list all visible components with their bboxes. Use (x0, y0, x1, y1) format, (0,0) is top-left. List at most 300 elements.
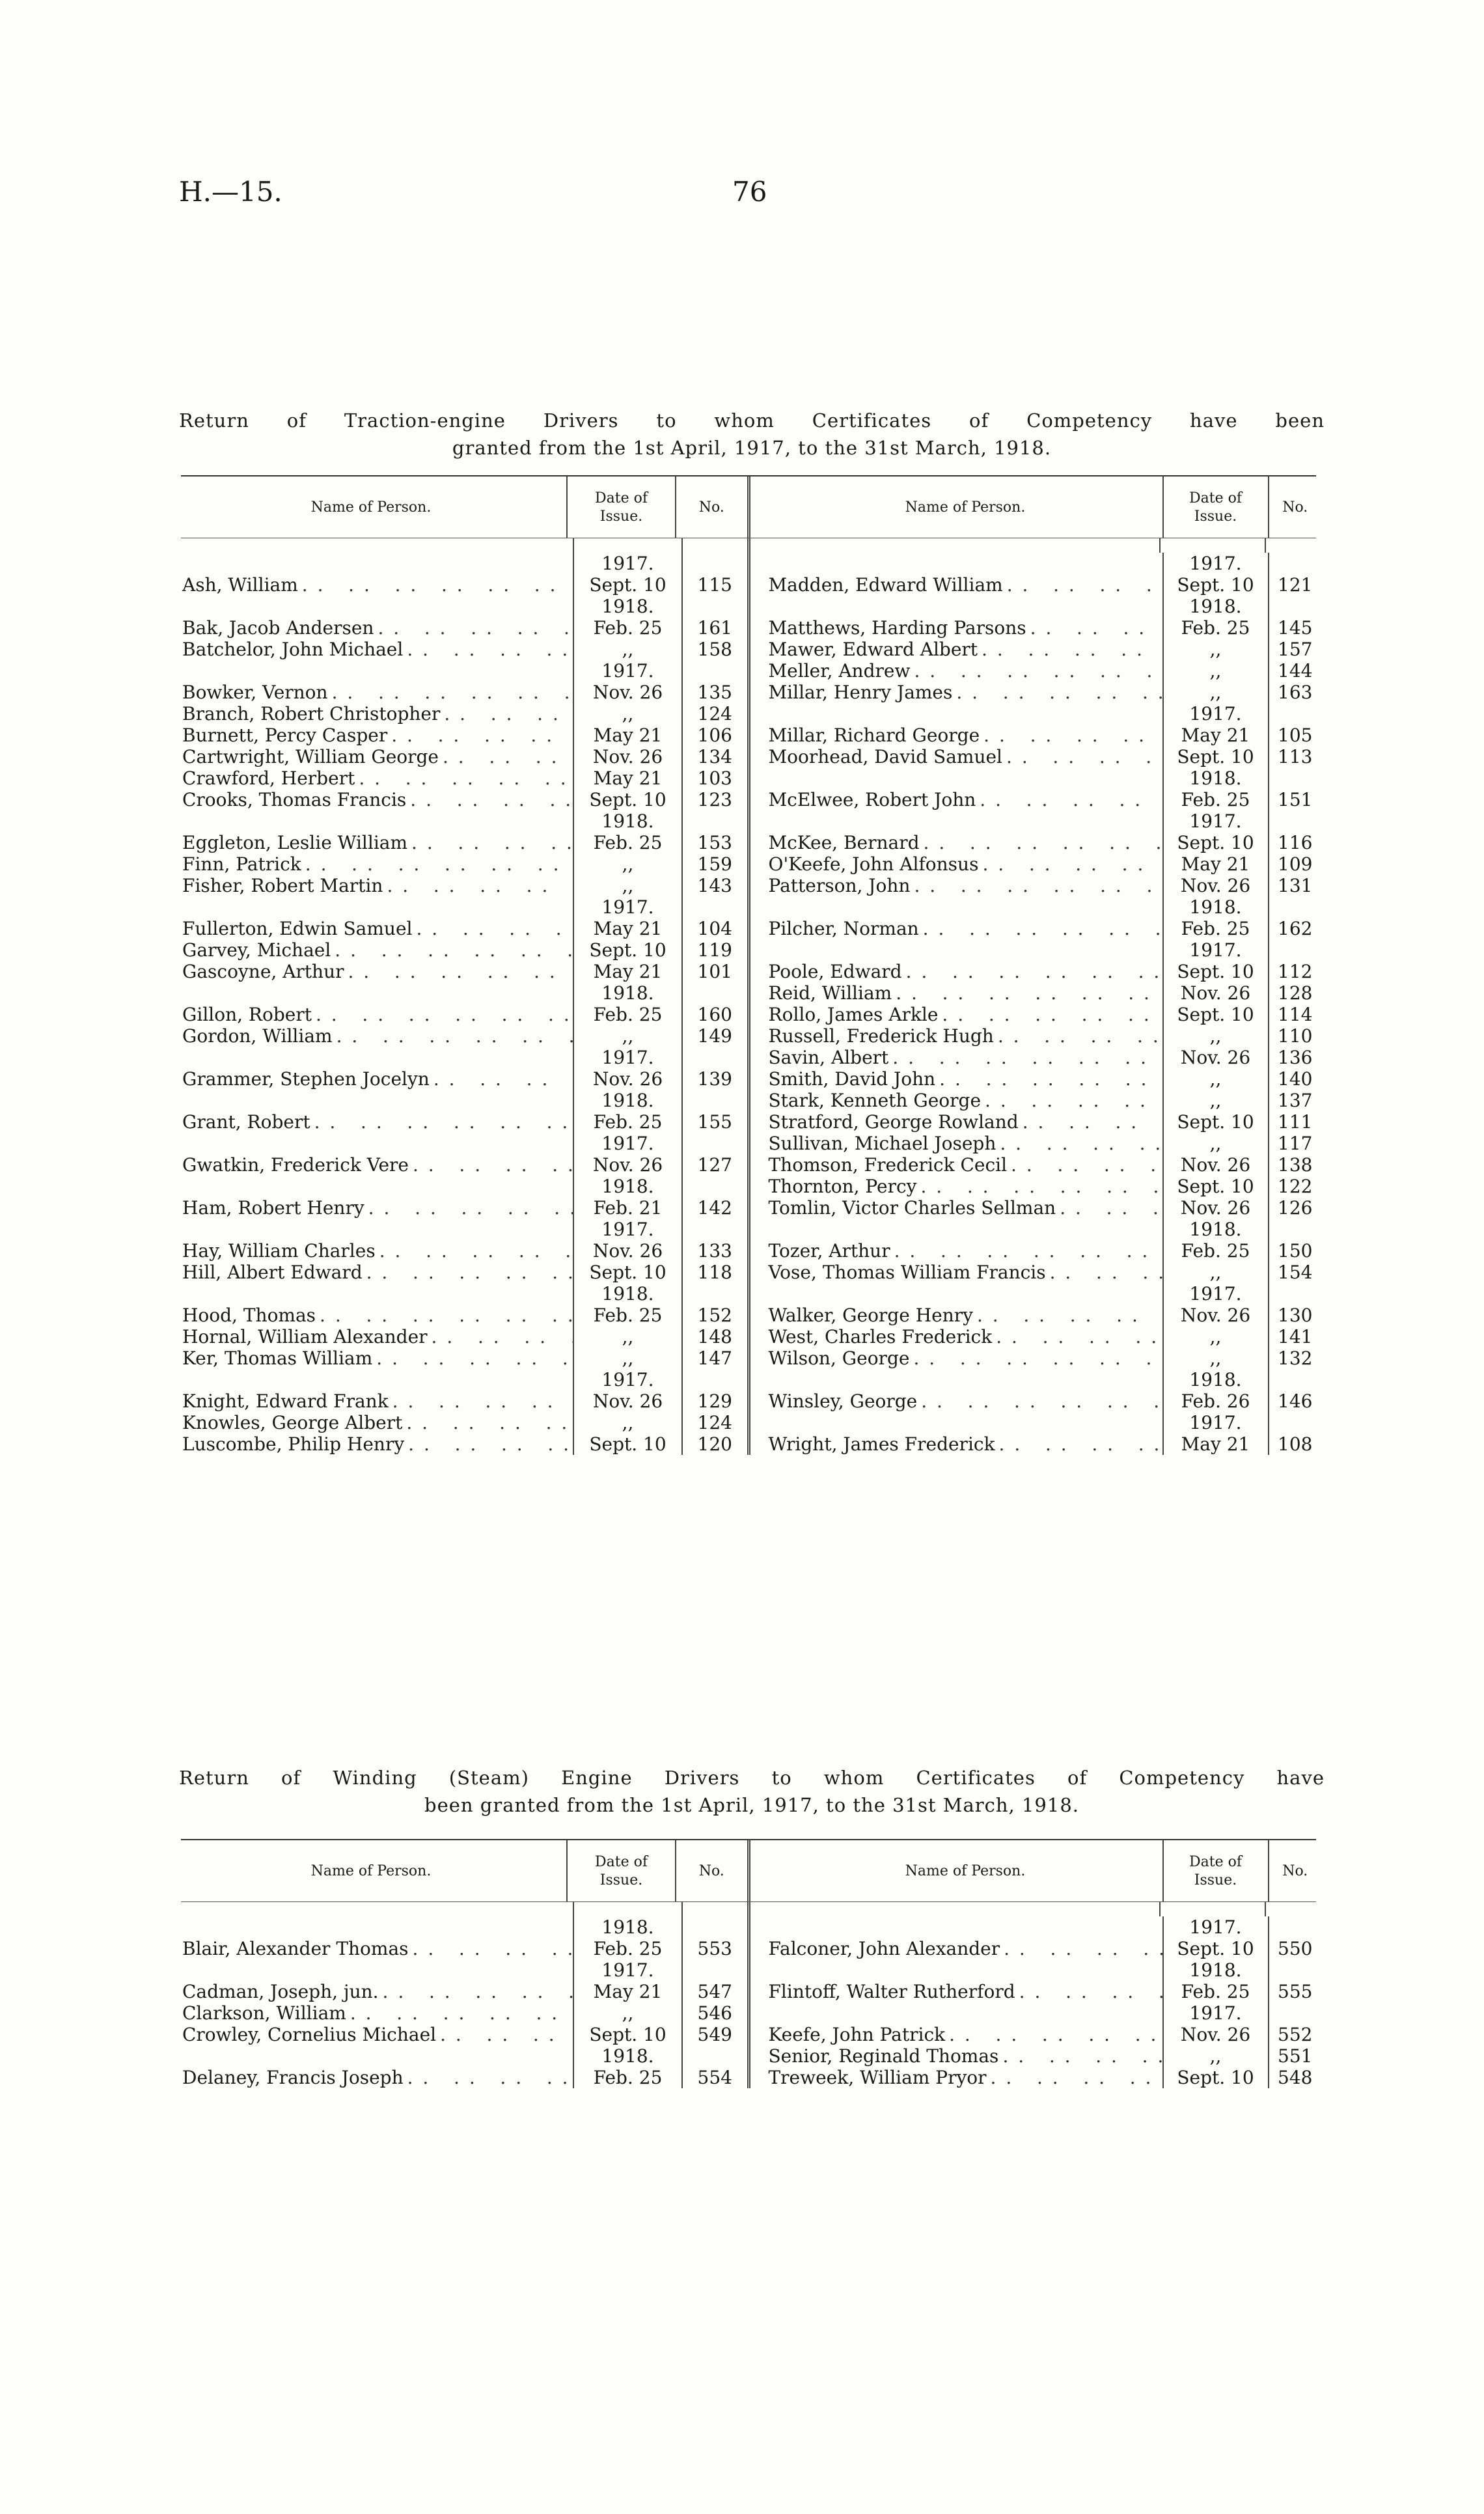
person-name-cell (176, 918, 573, 939)
header-right (747, 1840, 1322, 1901)
certificate-number: 105 (1268, 725, 1322, 746)
person-name-cell (176, 639, 573, 660)
certificate-number: 101 (681, 961, 747, 982)
issue-date: Sept. 10 (1162, 832, 1268, 853)
person-name-cell (176, 1262, 573, 1283)
leader-dots (773, 1219, 1162, 1240)
person-name: Poole, Edward (768, 961, 902, 982)
issue-date: Feb. 25 (573, 617, 681, 639)
certificate-number: 552 (1268, 2024, 1322, 2045)
leader-dots (316, 1004, 573, 1025)
certificate-number: 152 (681, 1305, 747, 1326)
certificate-number: 159 (681, 853, 747, 875)
certificate-number: 138 (1268, 1154, 1322, 1176)
leader-dots (359, 767, 573, 789)
person-name-cell (176, 2002, 573, 2024)
person-name-cell (750, 2002, 1162, 2024)
certificate-number: 122 (1268, 1176, 1322, 1197)
table-row (176, 1433, 1321, 1455)
leader-dots (440, 2024, 573, 2045)
person-name: Millar, Richard George (768, 725, 980, 746)
person-name-cell (176, 574, 573, 596)
table-row (176, 660, 1321, 682)
person-name: Treweek, William Pryor (768, 2067, 987, 2088)
certificate-number: 553 (681, 1938, 747, 1959)
leader-dots (977, 1305, 1162, 1326)
issue-date: Nov. 26 (573, 1390, 681, 1412)
certificate-number (681, 2045, 747, 2067)
leader-dots (433, 1068, 573, 1090)
leader-dots (1060, 1197, 1162, 1219)
table-row (176, 789, 1321, 810)
col-header-date-line2: Issue. (599, 508, 643, 525)
certificate-number (681, 1283, 747, 1305)
issue-date: 1917. (1162, 1916, 1268, 1938)
issue-date: Nov. 26 (1162, 1047, 1268, 1068)
leader-dots (896, 982, 1162, 1004)
person-name: Fullerton, Edwin Samuel (182, 918, 413, 939)
person-name: Tomlin, Victor Charles Sellman (768, 1197, 1056, 1219)
certificate-number (1268, 767, 1322, 789)
person-name-cell (176, 1090, 573, 1111)
person-name-cell (750, 617, 1162, 639)
leader-dots (332, 682, 573, 703)
certificate-number: 144 (1268, 660, 1322, 682)
person-name: Moorhead, David Samuel (768, 746, 1003, 767)
leader-dots (186, 2045, 573, 2067)
person-name-cell (750, 1390, 1162, 1412)
person-name: Walker, George Henry (768, 1305, 973, 1326)
leader-dots (186, 1219, 573, 1240)
issue-date: May 21 (1162, 1433, 1268, 1455)
person-name-cell (176, 1412, 573, 1433)
certificate-number (681, 896, 747, 918)
certificate-number: 141 (1268, 1326, 1322, 1347)
col-header-date (1162, 1840, 1268, 1901)
person-name-cell (750, 832, 1162, 853)
table-row (176, 1133, 1321, 1154)
table-row (176, 961, 1321, 982)
table-row (176, 2002, 1321, 2024)
section2-title (179, 1764, 1325, 1819)
leader-dots (305, 853, 573, 875)
issue-date: ,, (573, 2002, 681, 2024)
table-row (176, 1959, 1321, 1981)
col-header-no: No. (675, 477, 747, 538)
person-name-cell (750, 939, 1162, 961)
issue-date: 1918. (573, 1916, 681, 1938)
table-row (176, 1090, 1321, 1111)
leader-dots (913, 1347, 1162, 1369)
person-name: Cartwright, William George (182, 746, 439, 767)
table-row (176, 1240, 1321, 1262)
leader-dots (983, 725, 1162, 746)
leader-dots (314, 1111, 573, 1133)
person-name: Tozer, Arthur (768, 1240, 890, 1262)
leader-dots (387, 875, 573, 896)
certificate-number: 546 (681, 2002, 747, 2024)
person-name: Branch, Robert Christopher (182, 703, 441, 725)
person-name: Bak, Jacob Andersen (182, 617, 374, 639)
certificate-number: 153 (681, 832, 747, 853)
table-row (176, 1176, 1321, 1197)
certificate-number: 133 (681, 1240, 747, 1262)
issue-date: Feb. 25 (573, 1938, 681, 1959)
person-name-cell (750, 853, 1162, 875)
person-name-cell (176, 1111, 573, 1133)
issue-date: 1918. (573, 810, 681, 832)
person-name-cell (750, 1068, 1162, 1090)
person-name: Stratford, George Rowland (768, 1111, 1019, 1133)
certificate-number: 161 (681, 617, 747, 639)
person-name: Hill, Albert Edward (182, 1262, 363, 1283)
certificate-number: 113 (1268, 746, 1322, 767)
table-spacer (176, 538, 1321, 553)
leader-dots (407, 639, 573, 660)
issue-date: 1917. (1162, 1412, 1268, 1433)
table-row (176, 1305, 1321, 1326)
leader-dots (186, 1090, 573, 1111)
section2-title-line1: Return of Winding (Steam) Engine Drivers to whom Certificates of Competency have (179, 1767, 1325, 1789)
table-row (176, 1154, 1321, 1176)
issue-date: May 21 (573, 725, 681, 746)
person-name: West, Charles Frederick (768, 1326, 993, 1347)
table-row (176, 1262, 1321, 1283)
certificate-number: 154 (1268, 1262, 1322, 1283)
table-row (176, 1197, 1321, 1219)
person-name-cell (176, 725, 573, 746)
certificate-number: 124 (681, 1412, 747, 1433)
issue-date: Sept. 10 (1162, 2067, 1268, 2088)
table-row (176, 1111, 1321, 1133)
person-name: Ker, Thomas William (182, 1347, 373, 1369)
certificate-number: 139 (681, 1068, 747, 1090)
leader-dots (1019, 1981, 1162, 2002)
issue-date: ,, (573, 1347, 681, 1369)
person-name-cell (750, 1240, 1162, 1262)
person-name-cell (750, 1154, 1162, 1176)
issue-date: Feb. 25 (1162, 918, 1268, 939)
issue-date: ,, (573, 1412, 681, 1433)
person-name-cell (176, 660, 573, 682)
person-name: Pilcher, Norman (768, 918, 919, 939)
person-name: Crowley, Cornelius Michael (182, 2024, 437, 2045)
person-name-cell (750, 639, 1162, 660)
certificate-number: 548 (1268, 2067, 1322, 2088)
leader-dots (186, 1369, 573, 1390)
leader-dots (996, 1326, 1162, 1347)
person-name: Bowker, Vernon (182, 682, 328, 703)
table-row (176, 982, 1321, 1004)
table-row (176, 725, 1321, 746)
leader-dots (368, 1197, 573, 1219)
person-name: Burnett, Percy Casper (182, 725, 388, 746)
table-row (176, 767, 1321, 789)
certificate-number: 149 (681, 1025, 747, 1047)
person-name: Winsley, George (768, 1390, 918, 1412)
certificate-number (1268, 703, 1322, 725)
leader-dots (350, 2002, 573, 2024)
issue-date: Feb. 25 (573, 1305, 681, 1326)
traction-engine-table (176, 475, 1321, 1455)
person-name-cell (750, 982, 1162, 1004)
issue-date: May 21 (573, 918, 681, 939)
person-name-cell (176, 1433, 573, 1455)
section1-title-line1: Return of Traction-engine Drivers to whom Certificates of Competency have been (179, 409, 1325, 432)
issue-date: Feb. 21 (573, 1197, 681, 1219)
certificate-number (1268, 1412, 1322, 1433)
issue-date: Feb. 25 (1162, 789, 1268, 810)
leader-dots (982, 853, 1162, 875)
issue-date: Sept. 10 (573, 789, 681, 810)
issue-date: Sept. 10 (1162, 961, 1268, 982)
table-row (176, 1004, 1321, 1025)
leader-dots (773, 2002, 1162, 2024)
person-name-cell (750, 1111, 1162, 1133)
certificate-number (1268, 1283, 1322, 1305)
person-name: Stark, Kenneth George (768, 1090, 982, 1111)
person-name-cell (176, 1004, 573, 1025)
issue-date: May 21 (1162, 853, 1268, 875)
leader-dots (1006, 746, 1162, 767)
leader-dots (914, 875, 1162, 896)
issue-date: Feb. 25 (1162, 1981, 1268, 2002)
person-name: Gordon, William (182, 1025, 333, 1047)
leader-dots (939, 1068, 1162, 1090)
person-name-cell (750, 767, 1162, 789)
issue-date: 1917. (573, 896, 681, 918)
leader-dots (186, 553, 573, 574)
leader-dots (921, 1390, 1162, 1412)
certificate-number (681, 1369, 747, 1390)
person-name: Thomson, Frederick Cecil (768, 1154, 1008, 1176)
person-name: Hood, Thomas (182, 1305, 316, 1326)
person-name-cell (176, 982, 573, 1004)
table-row (176, 1369, 1321, 1390)
person-name: Falconer, John Alexander (768, 1938, 1000, 1959)
person-name-cell (750, 1369, 1162, 1390)
person-name: Madden, Edward William (768, 574, 1003, 596)
leader-dots (892, 1047, 1162, 1068)
certificate-number: 128 (1268, 982, 1322, 1004)
leader-dots (186, 596, 573, 617)
issue-date: 1918. (1162, 1369, 1268, 1390)
leader-dots (408, 1433, 573, 1455)
table-row (176, 2045, 1321, 2067)
person-name-cell (176, 1369, 573, 1390)
table-row (176, 918, 1321, 939)
certificate-number: 155 (681, 1111, 747, 1133)
issue-date: 1917. (573, 553, 681, 574)
person-name-cell (750, 682, 1162, 703)
person-name-cell (176, 789, 573, 810)
leader-dots (956, 682, 1162, 703)
certificate-number (681, 596, 747, 617)
table-row (176, 1412, 1321, 1433)
person-name-cell (176, 832, 573, 853)
leader-dots (413, 1938, 573, 1959)
certificate-number (1268, 1959, 1322, 1981)
leader-dots (1030, 617, 1162, 639)
leader-dots (186, 810, 573, 832)
person-name-cell (750, 2024, 1162, 2045)
table-row (176, 553, 1321, 574)
issue-date: ,, (1162, 1347, 1268, 1369)
issue-date: 1917. (1162, 810, 1268, 832)
issue-date: Feb. 25 (573, 2067, 681, 2088)
leader-dots (1000, 1133, 1162, 1154)
document-reference: H.—15. (179, 176, 282, 208)
leader-dots (942, 1004, 1162, 1025)
issue-date: ,, (1162, 2045, 1268, 2067)
col-header-name: Name of Person. (310, 499, 432, 516)
issue-date: Feb. 25 (573, 832, 681, 853)
person-name-cell (750, 1938, 1162, 1959)
table-header-row (176, 1840, 1321, 1901)
table-row (176, 1390, 1321, 1412)
person-name-cell (176, 939, 573, 961)
issue-date: 1917. (1162, 703, 1268, 725)
certificate-number: 129 (681, 1390, 747, 1412)
issue-date: May 21 (573, 767, 681, 789)
person-name-cell (750, 961, 1162, 982)
table-spacer (176, 1902, 1321, 1916)
person-name-cell (750, 2045, 1162, 2067)
col-header-date (566, 1840, 675, 1901)
table-row (176, 1981, 1321, 2002)
leader-dots (980, 789, 1162, 810)
certificate-number: 160 (681, 1004, 747, 1025)
certificate-number (681, 982, 747, 1004)
person-name: Luscombe, Philip Henry (182, 1433, 405, 1455)
col-header-date-line1: Date of (595, 1854, 648, 1870)
leader-dots (773, 1412, 1162, 1433)
leader-dots (1007, 574, 1162, 596)
person-name: Batchelor, John Michael (182, 639, 404, 660)
section1-title (179, 407, 1325, 462)
person-name-cell (176, 853, 573, 875)
table-row (176, 2024, 1321, 2045)
issue-date: 1918. (1162, 896, 1268, 918)
issue-date: 1918. (1162, 1959, 1268, 1981)
person-name-cell (750, 1047, 1162, 1068)
person-name: Wilson, George (768, 1347, 910, 1369)
person-name-cell (176, 810, 573, 832)
person-name-cell (750, 1004, 1162, 1025)
person-name: Knowles, George Albert (182, 1412, 403, 1433)
leader-dots (416, 918, 573, 939)
issue-date: ,, (573, 853, 681, 875)
certificate-number: 142 (681, 1197, 747, 1219)
person-name-cell (176, 1025, 573, 1047)
person-name: McElwee, Robert John (768, 789, 976, 810)
person-name: Ham, Robert Henry (182, 1197, 364, 1219)
issue-date: ,, (573, 1025, 681, 1047)
issue-date: 1917. (573, 1047, 681, 1068)
col-header-name: Name of Person. (905, 499, 1026, 516)
certificate-number: 147 (681, 1347, 747, 1369)
person-name: Smith, David John (768, 1068, 936, 1090)
leader-dots (366, 1262, 573, 1283)
person-name-cell (750, 918, 1162, 939)
person-name: Delaney, Francis Joseph (182, 2067, 404, 2088)
certificate-number (681, 1959, 747, 1981)
person-name-cell (750, 553, 1162, 574)
certificate-number: 109 (1268, 853, 1322, 875)
person-name-cell (176, 1959, 573, 1981)
certificate-number (681, 660, 747, 682)
table-row (176, 875, 1321, 896)
col-header-name: Name of Person. (310, 1863, 432, 1879)
person-name-cell (750, 896, 1162, 918)
leader-dots (335, 939, 573, 961)
leader-dots (920, 1176, 1162, 1197)
table-row (176, 810, 1321, 832)
leader-dots (1002, 2045, 1162, 2067)
certificate-number: 551 (1268, 2045, 1322, 2067)
issue-date: 1917. (573, 1369, 681, 1390)
issue-date: 1917. (573, 1959, 681, 1981)
certificate-number: 132 (1268, 1347, 1322, 1369)
person-name: Finn, Patrick (182, 853, 301, 875)
header-right (747, 477, 1322, 538)
leader-dots (894, 1240, 1162, 1262)
person-name: Knight, Edward Frank (182, 1390, 389, 1412)
issue-date: Feb. 25 (573, 1004, 681, 1025)
certificate-number: 108 (1268, 1433, 1322, 1455)
issue-date: Sept. 10 (1162, 1111, 1268, 1133)
person-name: Russell, Frederick Hugh (768, 1025, 994, 1047)
certificate-number: 148 (681, 1326, 747, 1347)
certificate-number: 547 (681, 1981, 747, 2002)
leader-dots (186, 660, 573, 682)
issue-date: 1917. (573, 660, 681, 682)
person-name: Fisher, Robert Martin (182, 875, 383, 896)
table-row (176, 1219, 1321, 1240)
person-name-cell (750, 596, 1162, 617)
header-left (176, 1840, 747, 1901)
person-name-cell (176, 767, 573, 789)
certificate-number: 126 (1268, 1197, 1322, 1219)
certificate-number: 106 (681, 725, 747, 746)
person-name-cell (176, 617, 573, 639)
issue-date: ,, (1162, 682, 1268, 703)
leader-dots (991, 2067, 1162, 2088)
person-name-cell (176, 682, 573, 703)
person-name-cell (176, 1133, 573, 1154)
certificate-number: 123 (681, 789, 747, 810)
person-name-cell (750, 1916, 1162, 1938)
person-name: Senior, Reginald Thomas (768, 2045, 999, 2067)
col-header-date-line2: Issue. (599, 1872, 643, 1888)
issue-date: Sept. 10 (573, 939, 681, 961)
person-name-cell (750, 1981, 1162, 2002)
person-name-cell (176, 1240, 573, 1262)
leader-dots (411, 832, 573, 853)
issue-date: Sept. 10 (1162, 746, 1268, 767)
certificate-number: 110 (1268, 1025, 1322, 1047)
leader-dots (444, 703, 573, 725)
person-name: Ash, William (182, 574, 298, 596)
certificate-number (1268, 1219, 1322, 1240)
leader-dots (413, 1154, 573, 1176)
person-name: Keefe, John Patrick (768, 2024, 946, 2045)
person-name-cell (750, 1283, 1162, 1305)
leader-dots (186, 1047, 573, 1068)
certificate-number: 118 (681, 1262, 747, 1283)
leader-dots (348, 961, 573, 982)
person-name-cell (176, 703, 573, 725)
